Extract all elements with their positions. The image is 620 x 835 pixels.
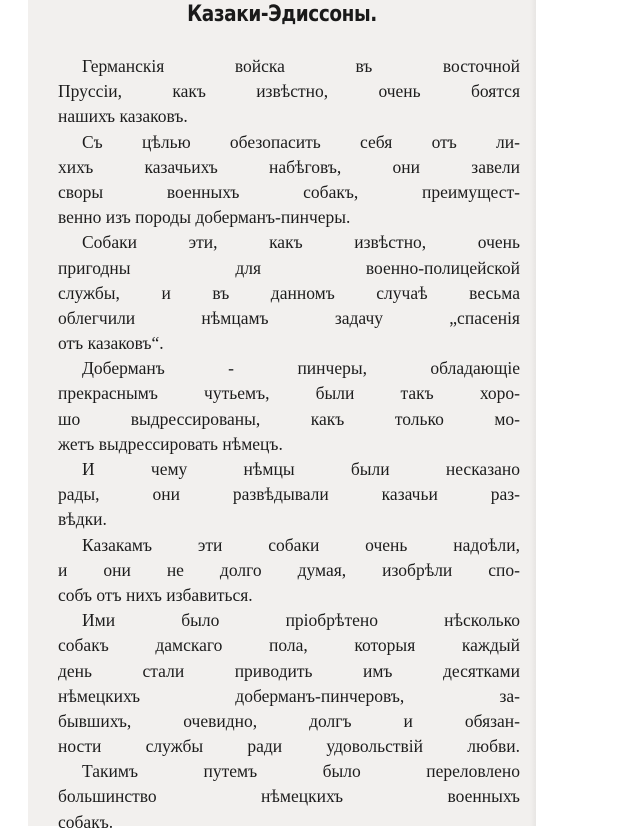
text-line: Такимъ путемъ было переловлено bbox=[82, 761, 520, 782]
text-line: венно изъ породы доберманъ-пинчеры. bbox=[58, 207, 351, 228]
text-line: хихъ казачьихъ набѣговъ, они завели bbox=[58, 156, 520, 177]
article-title: Казаки-Эдиссоны. bbox=[187, 2, 377, 27]
paragraph bbox=[58, 356, 520, 457]
text-line: И чему нѣмцы были несказано bbox=[82, 459, 520, 479]
text-line: облегчили нѣмцамъ задачу „спасенія bbox=[58, 307, 520, 328]
newspaper-clipping bbox=[28, 0, 536, 832]
text-line: жетъ выдрессировать нѣмецъ. bbox=[58, 433, 283, 454]
text-line: Ими было пріобрѣтено нѣсколько bbox=[82, 610, 520, 631]
paragraph bbox=[58, 759, 520, 835]
text-line: день стали приводить имъ десятками bbox=[58, 660, 520, 681]
text-line: Доберманъ - пинчеры, обладающіе bbox=[82, 358, 520, 379]
paragraph bbox=[58, 457, 520, 533]
text-line: службы, и въ данномъ случаѣ весьма bbox=[58, 282, 520, 303]
text-line: бывшихъ, очевидно, долгъ и обязан- bbox=[58, 710, 520, 731]
text-line: собакъ дамскаго пола, которыя каждый bbox=[58, 635, 520, 656]
text-line: рады, они развѣдывали казачьи раз- bbox=[58, 484, 520, 505]
text-line: нашихъ казаковъ. bbox=[58, 106, 188, 127]
text-line: вѣдки. bbox=[58, 509, 107, 530]
text-line: прекраснымъ чутьемъ, были такъ хоро- bbox=[58, 383, 520, 404]
text-line: и они не долго думая, изобрѣли спо- bbox=[58, 559, 520, 580]
text-line: отъ казаковъ“. bbox=[58, 333, 164, 354]
text-line: шо выдрессированы, какъ только мо- bbox=[58, 408, 520, 429]
paragraph bbox=[58, 230, 520, 356]
text-line: Казакамъ эти собаки очень надоѣли, bbox=[82, 534, 520, 555]
text-line: ности службы ради удовольствій любви. bbox=[58, 736, 520, 757]
text-line: нѣмецкихъ доберманъ-пинчеровъ, за- bbox=[58, 685, 520, 706]
text-line: Пруссіи, какъ извѣстно, очень боятся bbox=[58, 81, 520, 102]
text-line: Съ цѣлью обезопасить себя отъ ли- bbox=[82, 131, 520, 152]
text-line: Собаки эти, какъ извѣстно, очень bbox=[82, 232, 520, 253]
paragraph bbox=[58, 130, 520, 231]
text-line: пригодны для военно-полицейской bbox=[58, 257, 520, 278]
text-line: собъ отъ нихъ избавиться. bbox=[58, 584, 253, 605]
paragraph bbox=[58, 533, 520, 609]
text-line: своры военныхъ собакъ, преимущест- bbox=[58, 181, 520, 202]
paragraph bbox=[58, 608, 520, 759]
text-line: собакъ. bbox=[58, 811, 114, 832]
paragraph bbox=[58, 54, 520, 130]
text-line: Германскія войска въ восточной bbox=[82, 56, 520, 76]
text-line: большинство нѣмецкихъ военныхъ bbox=[58, 786, 520, 807]
article-body bbox=[58, 54, 520, 835]
